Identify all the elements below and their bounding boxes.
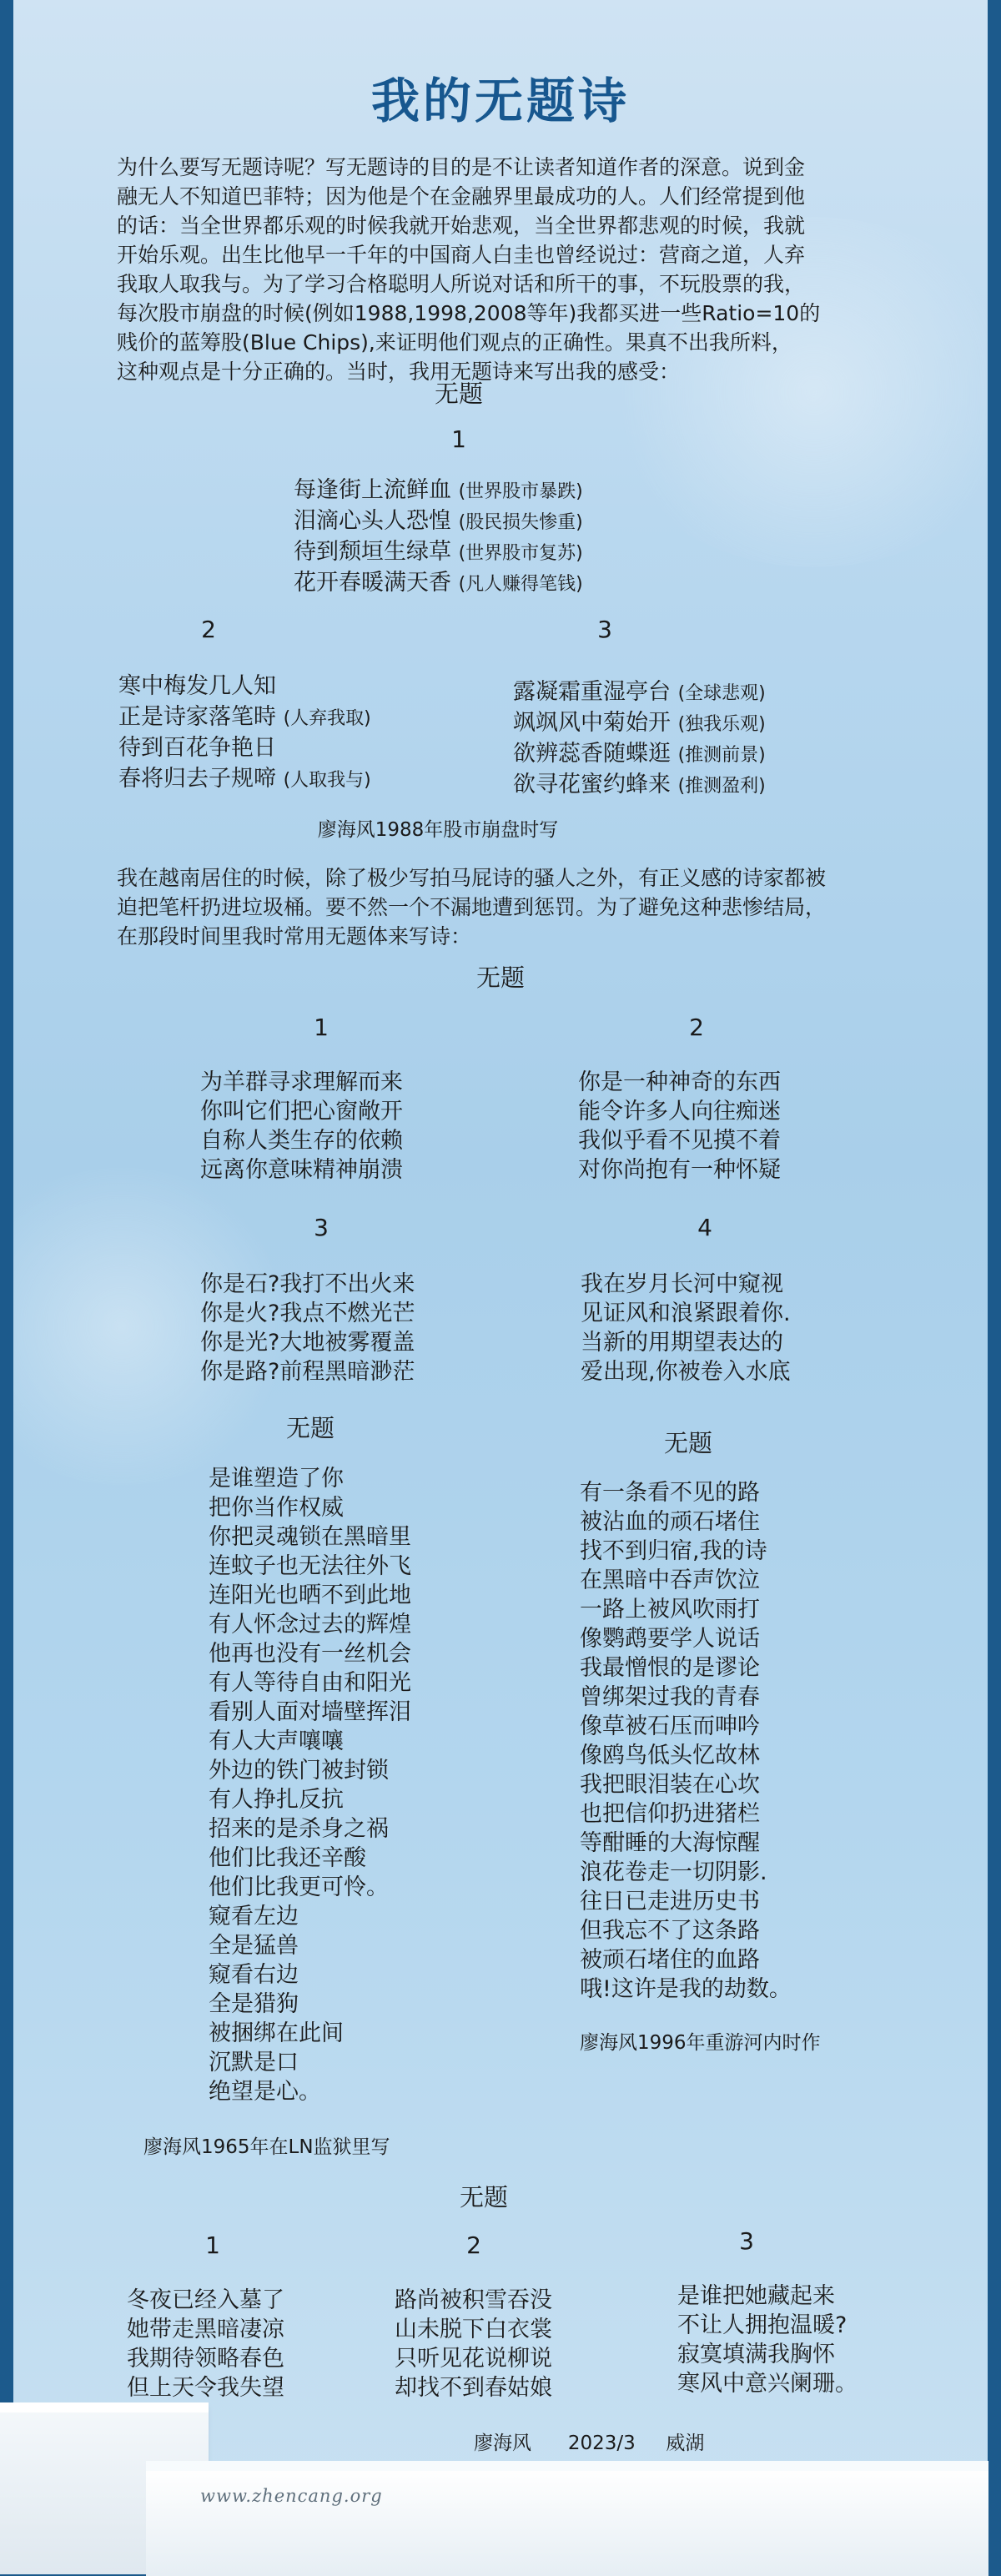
poem-line: 能令许多人向往痴迷 (578, 1099, 781, 1124)
poem-line: 被沾血的顽石堵住 (580, 1509, 760, 1535)
poem-line: 绝望是心。 (209, 2079, 321, 2105)
poem-line: 欲寻花蜜约蜂来 (513, 772, 671, 797)
poem-line: 我似乎看不见摸不着 (578, 1128, 781, 1154)
poem-line: 你是路?前程黑暗渺茫 (200, 1359, 415, 1385)
poem-line: 也把信仰扔进猪栏 (580, 1801, 760, 1827)
section2-poem2-number: 2 (689, 1014, 704, 1041)
poem-line: 欲辨蕊香随蝶逛 (513, 741, 671, 767)
poem-line: 是谁把她藏起来 (677, 2283, 835, 2309)
intro-line: 我取人取我与。为了学习合格聪明人所说对话和所干的事，不玩股票的我， (117, 272, 806, 296)
intro2-paragraph (117, 863, 901, 951)
poem-line: 有人挣扎反抗 (209, 1787, 344, 1813)
poem-line: 连蚊子也无法往外飞 (209, 1553, 411, 1579)
poem-line: 春将归去子规啼 (118, 766, 276, 792)
poem-line: 当新的用期望表达的 (581, 1330, 783, 1356)
section2-poem4 (581, 1270, 791, 1386)
section1-poem1 (294, 475, 583, 599)
poem-line: 寒风中意兴阑珊。 (677, 2371, 858, 2397)
poem-note: (推测前景) (677, 745, 766, 766)
poem-note: (推测盈利) (677, 776, 766, 797)
section2-poem1-number: 1 (314, 1014, 329, 1041)
intro-line: 在那段时间里我时常用无题体来写诗： (117, 924, 472, 948)
poem-line: 有人大声嚷嚷 (209, 1728, 344, 1754)
poem-line: 被顽石堵住的血路 (580, 1947, 760, 1973)
poem-line: 自称人类生存的依赖 (200, 1128, 403, 1154)
poem-line: 哦!这许是我的劫数。 (580, 1976, 792, 2002)
signature-place: 威湖 (666, 2433, 705, 2454)
poem-line: 全是猛兽 (209, 1933, 299, 1959)
intro-line: 开始乐观。出生比他早一千年的中国商人白圭也曾经说过：营商之道，人弃 (117, 243, 806, 267)
poem-line: 泪滴心头人恐惶 (294, 508, 451, 534)
poem-line: 像草被石压而呻吟 (580, 1713, 760, 1739)
poem-line: 她带走黑暗凄凉 (127, 2317, 284, 2342)
poem-line: 我在岁月长河中窥视 (581, 1271, 783, 1297)
poem-line: 曾绑架过我的青春 (580, 1684, 760, 1710)
section2-poem4-number: 4 (697, 1214, 712, 1241)
poem-line: 窥看左边 (209, 1904, 299, 1929)
poem-line: 寂寞填满我胸怀 (677, 2342, 835, 2367)
pedestal-decoration (146, 2468, 988, 2576)
section2-poem2 (578, 1068, 781, 1185)
poem-line: 像鹦鹉要学人说话 (580, 1626, 760, 1652)
intro-line: 的话：当全世界都乐观的时候我就开始悲观，当全世界都悲观的时候，我就 (117, 214, 806, 238)
watermark: www.zhencang.org (200, 2486, 383, 2506)
poem-note: (世界股市复苏) (458, 543, 583, 564)
pedestal-top-decoration (0, 2402, 209, 2412)
poem-line: 他们比我更可怜。 (209, 1874, 389, 1900)
section3-heading: 无题 (285, 1414, 335, 1442)
intro-line: 为什么要写无题诗呢？写无题诗的目的是不让读者知道作者的深意。说到金 (117, 155, 806, 179)
poem-line: 全是猎狗 (209, 1991, 299, 2017)
poem-note: (世界股市暴跌) (458, 481, 583, 502)
intro-paragraph (117, 153, 901, 386)
poem-line: 看别人面对墙壁挥泪 (209, 1699, 411, 1725)
poem-note: (凡人赚得笔钱) (458, 574, 583, 595)
poem-line: 远离你意味精神崩溃 (200, 1157, 403, 1183)
poem-line: 冬夜已经入墓了 (127, 2287, 284, 2313)
section5-poem1 (127, 2286, 284, 2402)
section2-poem3-number: 3 (314, 1214, 329, 1241)
section5-heading: 无题 (459, 2183, 508, 2211)
section5-poem1-number: 1 (205, 2231, 220, 2259)
poem-line: 对你尚抱有一种怀疑 (578, 1157, 781, 1183)
poem-line: 在黑暗中吞声饮泣 (580, 1567, 760, 1593)
poem-line: 连阳光也晒不到此地 (209, 1582, 411, 1608)
poem-line: 像鸥鸟低头忆故林 (580, 1743, 760, 1768)
poem-line: 一路上被风吹雨打 (580, 1597, 760, 1623)
poem-line: 露凝霜重湿亭台 (513, 679, 671, 705)
poem-line: 找不到归宿,我的诗 (580, 1538, 767, 1564)
poem-line: 正是诗家落笔時 (118, 704, 276, 730)
section4-poem (580, 1478, 792, 2004)
poem-note: (人弃我取) (283, 708, 371, 729)
poem-line: 他再也没有一丝机会 (209, 1641, 411, 1667)
poem-line: 有一条看不见的路 (580, 1480, 760, 1506)
poem-note: (全球悲观) (677, 683, 766, 704)
poem-line: 被捆绑在此间 (209, 2020, 344, 2046)
poem-line: 是谁塑造了你 (209, 1466, 344, 1492)
section4-signature: 廖海风1996年重游河内时作 (580, 2032, 821, 2054)
poem-line: 你是火?我点不燃光芒 (200, 1301, 415, 1326)
pedestal-top-decoration (146, 2461, 988, 2471)
poem-line: 爱出现,你被卷入水底 (581, 1359, 791, 1385)
section1-poem3-number: 3 (597, 616, 612, 643)
poem-line: 飒飒风中菊始开 (513, 710, 671, 736)
intro-line: 每次股市崩盘的时候(例如1988,1998,2008等年)我都买进一些Ratio=10的 (117, 301, 821, 325)
poem-note: (人取我与) (283, 770, 371, 791)
poem-line: 每逢街上流鲜血 (294, 477, 451, 503)
poem-line: 外边的铁门被封锁 (209, 1758, 389, 1784)
poem-line: 但上天令我失望 (127, 2375, 284, 2401)
poem-line: 待到颓垣生绿草 (294, 539, 451, 565)
poem-line: 花开春暖满天香 (294, 570, 451, 596)
poem-line: 不让人拥抱温暖? (677, 2312, 848, 2338)
poem-line: 你是石?我打不出火来 (200, 1271, 415, 1297)
poem-line: 浪花卷走一切阴影. (580, 1859, 767, 1885)
poem-line: 我期待领略春色 (127, 2346, 284, 2372)
section4-heading: 无题 (663, 1429, 712, 1457)
page-title: 我的无题诗 (370, 73, 630, 129)
poem-note: (股民损失惨重) (458, 512, 583, 533)
poem-line: 但我忘不了这条路 (580, 1918, 760, 1944)
poem-line: 我最憎恨的是谬论 (580, 1655, 760, 1681)
poem-line: 待到百花争艳日 (118, 735, 276, 761)
poem-line: 把你当作权威 (209, 1495, 344, 1521)
poem-line: 路尚被积雪吞没 (395, 2287, 552, 2313)
section1-poem1-number: 1 (451, 425, 466, 453)
section5-poem3-number: 3 (739, 2227, 754, 2255)
signature-date: 2023/3 (567, 2433, 636, 2454)
section2-heading: 无题 (475, 963, 525, 992)
signature-name: 廖海风 (474, 2433, 531, 2454)
poem-line: 只听见花说柳说 (395, 2346, 552, 2372)
section3-poem (209, 1464, 411, 2106)
section2-poem1 (200, 1068, 403, 1185)
poem-line: 山未脱下白衣裳 (395, 2317, 552, 2342)
poem-note: (独我乐观) (677, 714, 766, 735)
section1-signature: 廖海风1988年股市崩盘时写 (317, 819, 559, 841)
intro-line: 融无人不知道巴菲特；因为他是个在金融界里最成功的人。人们经常提到他 (117, 184, 806, 209)
intro-line: 贱价的蓝筹股(Blue Chips),来证明他们观点的正确性。果真不出我所料， (117, 330, 792, 355)
poem-line: 招来的是杀身之祸 (209, 1816, 389, 1842)
section5-signature (474, 2428, 704, 2455)
section5-poem2 (395, 2286, 552, 2402)
poem-line: 他们比我还辛酸 (209, 1845, 366, 1871)
section1-poem2 (118, 672, 371, 795)
poem-line: 为羊群寻求理解而来 (200, 1069, 403, 1095)
section1-poem3 (513, 677, 766, 801)
poem-line: 有人怀念过去的辉煌 (209, 1612, 411, 1638)
section5-poem2-number: 2 (466, 2231, 481, 2259)
section1-poem2-number: 2 (201, 616, 216, 643)
poem-line: 等酣睡的大海惊醒 (580, 1830, 760, 1856)
poem-line: 寒中梅发几人知 (118, 673, 276, 699)
poem-line: 有人等待自由和阳光 (209, 1670, 411, 1696)
poem-line: 你是光?大地被雾覆盖 (200, 1330, 415, 1356)
poem-line: 见证风和浪紧跟着你. (581, 1301, 791, 1326)
intro-line: 我在越南居住的时候，除了极少写拍马屁诗的骚人之外，有正义感的诗家都被 (117, 866, 827, 890)
intro-line: 迫把笔杆扔进垃圾桶。要不然一个不漏地遭到惩罚。为了避免这种悲惨结局， (117, 895, 827, 919)
section1-heading: 无题 (434, 380, 483, 408)
poem-line: 我把眼泪装在心坎 (580, 1772, 760, 1798)
poem-line: 你是一种神奇的东西 (578, 1069, 781, 1095)
poem-line: 往日已走进历史书 (580, 1889, 760, 1914)
poem-line: 窥看右边 (209, 1962, 299, 1988)
poem-line: 你把灵魂锁在黑暗里 (209, 1524, 411, 1550)
poem-line: 沉默是口 (209, 2050, 299, 2075)
poem-line: 却找不到春姑娘 (395, 2375, 552, 2401)
section3-signature: 廖海风1965年在LN监狱里写 (143, 2136, 390, 2158)
poem-line: 你叫它们把心窗敞开 (200, 1099, 403, 1124)
section2-poem3 (200, 1270, 415, 1386)
section5-poem3 (677, 2282, 858, 2398)
intro-line: 这种观点是十分正确的。当时，我用无题诗来写出我的感受： (117, 360, 681, 384)
